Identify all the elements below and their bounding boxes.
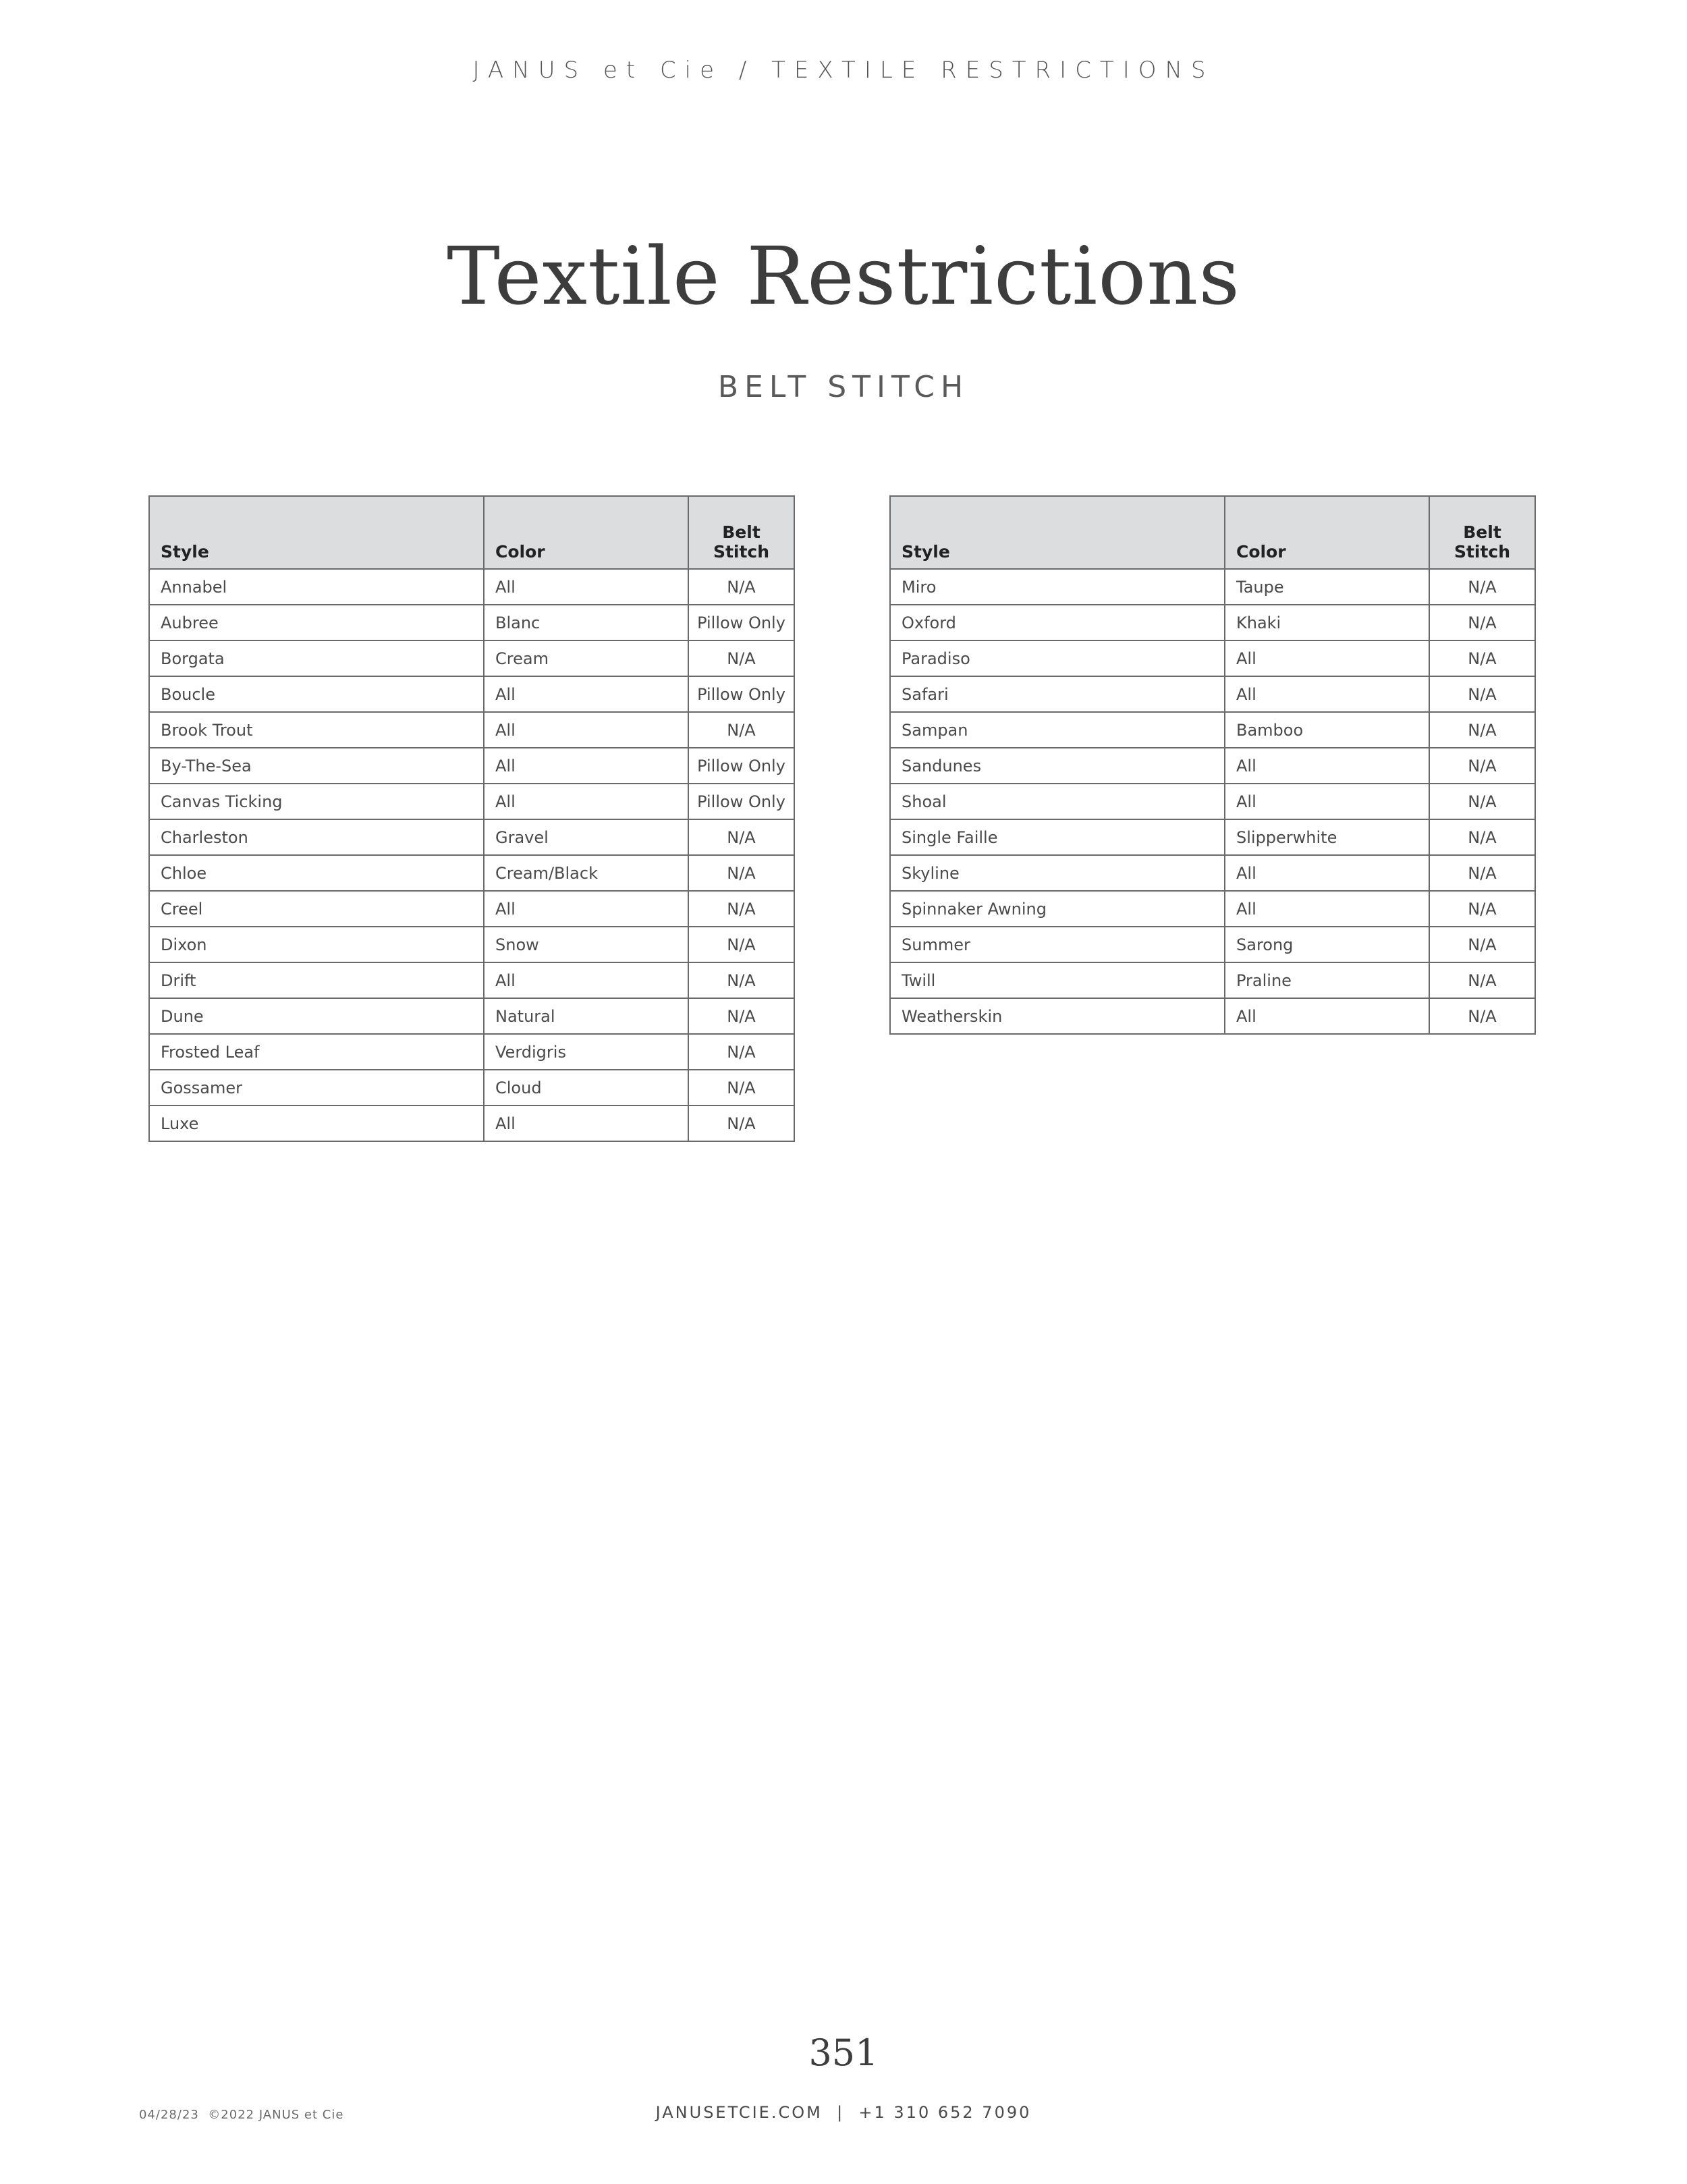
cell-belt-stitch: N/A	[1429, 748, 1535, 784]
cell-style: Boucle	[149, 676, 484, 712]
cell-belt-stitch: N/A	[688, 962, 794, 998]
cell-style: Oxford	[890, 605, 1225, 640]
cell-style: Chloe	[149, 855, 484, 891]
cell-style: Summer	[890, 927, 1225, 962]
cell-belt-stitch: N/A	[688, 640, 794, 676]
cell-style: Dixon	[149, 927, 484, 962]
table-body-right	[890, 569, 1535, 1034]
cell-color: All	[484, 784, 688, 819]
cell-style: Aubree	[149, 605, 484, 640]
table-row	[149, 640, 794, 676]
table-row	[149, 748, 794, 784]
cell-belt-stitch: N/A	[1429, 605, 1535, 640]
table-body-left	[149, 569, 794, 1141]
cell-color: All	[1225, 998, 1429, 1034]
cell-style: Safari	[890, 676, 1225, 712]
cell-color: Bamboo	[1225, 712, 1429, 748]
cell-belt-stitch: N/A	[1429, 640, 1535, 676]
cell-color: All	[484, 676, 688, 712]
cell-color: All	[484, 962, 688, 998]
cell-color: All	[1225, 640, 1429, 676]
table-row	[149, 676, 794, 712]
table-row	[890, 712, 1535, 748]
cell-color: All	[484, 748, 688, 784]
table-row	[890, 605, 1535, 640]
cell-style: Twill	[890, 962, 1225, 998]
cell-belt-stitch: N/A	[688, 855, 794, 891]
table-row	[890, 819, 1535, 855]
table-row	[890, 998, 1535, 1034]
cell-belt-stitch: N/A	[1429, 712, 1535, 748]
table-row	[890, 855, 1535, 891]
page-number: 351	[808, 2031, 879, 2074]
cell-color: Khaki	[1225, 605, 1429, 640]
cell-belt-stitch: N/A	[1429, 569, 1535, 605]
cell-style: Miro	[890, 569, 1225, 605]
cell-style: Borgata	[149, 640, 484, 676]
cell-belt-stitch: N/A	[1429, 927, 1535, 962]
table-row	[890, 748, 1535, 784]
table-row	[890, 962, 1535, 998]
table-row	[149, 784, 794, 819]
table-row	[149, 962, 794, 998]
cell-color: Natural	[484, 998, 688, 1034]
table-row	[149, 819, 794, 855]
section-subtitle: BELT STITCH	[717, 370, 970, 404]
cell-style: Skyline	[890, 855, 1225, 891]
table-row	[149, 927, 794, 962]
table-header-row	[890, 496, 1535, 569]
cell-belt-stitch: N/A	[688, 819, 794, 855]
cell-belt-stitch: N/A	[1429, 998, 1535, 1034]
table-row	[890, 569, 1535, 605]
cell-color: Slipperwhite	[1225, 819, 1429, 855]
cell-style: Gossamer	[149, 1070, 484, 1105]
cell-belt-stitch: N/A	[688, 1105, 794, 1141]
cell-belt-stitch: N/A	[688, 891, 794, 927]
cell-color: All	[1225, 748, 1429, 784]
cell-color: All	[484, 712, 688, 748]
table-header-row	[149, 496, 794, 569]
restrictions-table-left	[148, 495, 795, 1142]
column-header-belt-stitch: Belt Stitch	[688, 496, 794, 569]
cell-color: Gravel	[484, 819, 688, 855]
cell-style: Luxe	[149, 1105, 484, 1141]
cell-color: All	[1225, 855, 1429, 891]
column-header-belt-stitch: Belt Stitch	[1429, 496, 1535, 569]
cell-belt-stitch: N/A	[688, 569, 794, 605]
cell-style: Sandunes	[890, 748, 1225, 784]
cell-color: Verdigris	[484, 1034, 688, 1070]
column-header-style: Style	[890, 496, 1225, 569]
table-row	[890, 676, 1535, 712]
running-head: JANUS et Cie / TEXTILE RESTRICTIONS	[472, 57, 1215, 84]
table-row	[890, 927, 1535, 962]
cell-style: Canvas Ticking	[149, 784, 484, 819]
cell-belt-stitch: N/A	[1429, 819, 1535, 855]
column-header-style: Style	[149, 496, 484, 569]
cell-style: Drift	[149, 962, 484, 998]
cell-belt-stitch: N/A	[1429, 891, 1535, 927]
cell-style: Paradiso	[890, 640, 1225, 676]
cell-style: Frosted Leaf	[149, 1034, 484, 1070]
cell-color: Cream/Black	[484, 855, 688, 891]
cell-color: All	[484, 891, 688, 927]
page-title: Textile Restrictions	[447, 229, 1240, 323]
cell-style: Spinnaker Awning	[890, 891, 1225, 927]
cell-belt-stitch: N/A	[688, 1034, 794, 1070]
cell-belt-stitch: Pillow Only	[688, 748, 794, 784]
cell-belt-stitch: N/A	[1429, 676, 1535, 712]
cell-belt-stitch: N/A	[1429, 784, 1535, 819]
footer-date-copyright: 04/28/23 ©2022 JANUS et Cie	[139, 2108, 344, 2122]
cell-belt-stitch: N/A	[688, 927, 794, 962]
column-header-color: Color	[484, 496, 688, 569]
cell-color: Cream	[484, 640, 688, 676]
restrictions-table-right	[889, 495, 1536, 1035]
cell-belt-stitch: N/A	[688, 712, 794, 748]
cell-belt-stitch: Pillow Only	[688, 676, 794, 712]
cell-color: Praline	[1225, 962, 1429, 998]
cell-color: Snow	[484, 927, 688, 962]
cell-belt-stitch: N/A	[688, 1070, 794, 1105]
table-row	[149, 1105, 794, 1141]
table-row	[890, 784, 1535, 819]
table-row	[149, 855, 794, 891]
table-row	[149, 712, 794, 748]
cell-style: Single Faille	[890, 819, 1225, 855]
cell-belt-stitch: N/A	[688, 998, 794, 1034]
cell-color: All	[1225, 676, 1429, 712]
cell-belt-stitch: N/A	[1429, 962, 1535, 998]
table-row	[149, 1034, 794, 1070]
table-row	[149, 891, 794, 927]
column-header-color: Color	[1225, 496, 1429, 569]
cell-color: Cloud	[484, 1070, 688, 1105]
cell-color: Sarong	[1225, 927, 1429, 962]
table-row	[890, 891, 1535, 927]
cell-style: Dune	[149, 998, 484, 1034]
cell-color: Blanc	[484, 605, 688, 640]
table-row	[149, 605, 794, 640]
cell-style: Brook Trout	[149, 712, 484, 748]
cell-belt-stitch: Pillow Only	[688, 784, 794, 819]
cell-style: Weatherskin	[890, 998, 1225, 1034]
cell-style: Shoal	[890, 784, 1225, 819]
cell-belt-stitch: Pillow Only	[688, 605, 794, 640]
cell-color: All	[484, 1105, 688, 1141]
cell-color: All	[1225, 784, 1429, 819]
cell-style: Annabel	[149, 569, 484, 605]
cell-style: Sampan	[890, 712, 1225, 748]
cell-style: By-The-Sea	[149, 748, 484, 784]
cell-color: Taupe	[1225, 569, 1429, 605]
cell-style: Charleston	[149, 819, 484, 855]
cell-color: All	[1225, 891, 1429, 927]
table-row	[149, 1070, 794, 1105]
cell-style: Creel	[149, 891, 484, 927]
cell-color: All	[484, 569, 688, 605]
table-row	[890, 640, 1535, 676]
cell-belt-stitch: N/A	[1429, 855, 1535, 891]
table-row	[149, 569, 794, 605]
table-row	[149, 998, 794, 1034]
footer-contact: JANUSETCIE.COM | +1 310 652 7090	[655, 2103, 1032, 2122]
